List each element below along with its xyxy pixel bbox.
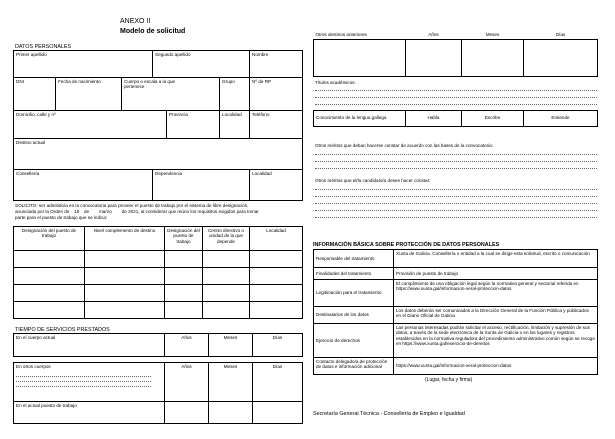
dependency-label: Dependencia bbox=[155, 171, 183, 176]
table-row bbox=[314, 280, 598, 307]
protection-label: Legitimación para el tratamiento bbox=[314, 280, 394, 307]
dependency-field[interactable] bbox=[153, 170, 250, 201]
protection-value: El cumplimiento de una obligación legal según la normativa general y sectorial referida en https://www.xunta.gal/informacion-xeral-proteccion-datos bbox=[394, 280, 598, 307]
protection-value: https://www.xunta.gal/informacion-xeral-proteccion-datos bbox=[394, 358, 598, 375]
table-row bbox=[314, 307, 598, 324]
table-row bbox=[314, 358, 598, 375]
service-days-3[interactable] bbox=[253, 402, 303, 424]
galician-speak[interactable]: Habla bbox=[406, 111, 462, 127]
request-line-1: SOLICITO: ser admitido/a en la convocatoria para proveer el puesto de trabajo por el sistema de libre designación, bbox=[15, 203, 249, 208]
positions-table bbox=[13, 226, 303, 319]
protection-value: Los datos deberán ser comunicados a la Dirección General de la Función Pública y publicados en el Diario Oficial de Galicia bbox=[394, 307, 598, 324]
address-field[interactable] bbox=[14, 111, 167, 139]
birth-date-field[interactable] bbox=[56, 78, 122, 111]
positions-header-locality: Localidad bbox=[250, 227, 303, 251]
table-row[interactable] bbox=[14, 285, 303, 302]
first-surname-field[interactable] bbox=[14, 51, 153, 78]
merits-other-label: Otros méritos que el/la candidato/a desee hacer constar: bbox=[315, 178, 431, 183]
locality-label: Localidad bbox=[222, 112, 242, 117]
department-field[interactable] bbox=[14, 170, 153, 201]
order-day: 18 bbox=[74, 209, 80, 214]
service-current-post[interactable] bbox=[14, 402, 165, 424]
protection-value: Provisión de puesto de trabajo bbox=[394, 268, 598, 280]
service-days-2[interactable]: Días bbox=[253, 363, 303, 402]
other-destinations-years[interactable] bbox=[406, 39, 462, 76]
other-destinations-table bbox=[313, 31, 598, 77]
protection-section-title: INFORMACIÓN BÁSICA SOBRE PROTECCIÓN DE DATOS PERSONALES bbox=[313, 242, 500, 248]
order-month: marzo bbox=[98, 209, 112, 214]
table-row[interactable] bbox=[14, 302, 303, 319]
personal-section-title: DATOS PERSONALES bbox=[15, 44, 72, 50]
address-label: Domicilio, calle y nº bbox=[16, 112, 56, 117]
protection-label: Finalidades del tratamiento bbox=[314, 268, 394, 280]
rp-label: Nº de RP bbox=[252, 79, 272, 84]
other-destinations-label: Otros destinos anteriores bbox=[315, 32, 367, 37]
birth-date-label: Fecha de nacimiento bbox=[58, 79, 101, 84]
table-row bbox=[314, 268, 598, 280]
locality2-field[interactable] bbox=[250, 170, 303, 201]
request-year-text: 2021, al considerar que reúno los requisitos exigidos para tomar bbox=[128, 209, 259, 214]
merits-required-label: Otros méritos que deban hacerse constar de acuerdo con las bases de la convocatoria: bbox=[315, 143, 493, 148]
service-months-1[interactable]: Meses bbox=[209, 334, 253, 357]
group-label: Grupo bbox=[222, 79, 235, 84]
service-years-1[interactable]: Años bbox=[165, 334, 209, 357]
request-de-1: de bbox=[83, 209, 90, 214]
body-field[interactable] bbox=[122, 78, 220, 111]
secretary-footer: Secretaría General Técnica - Consellería de Empleo e Igualdad bbox=[313, 411, 465, 417]
table-row bbox=[314, 250, 598, 268]
locality2-label: Localidad bbox=[252, 171, 272, 176]
data-protection-table bbox=[313, 249, 598, 375]
rp-field[interactable] bbox=[250, 78, 303, 111]
protection-value: Xunta de Galicia. Consellería o entidad a la cual se dirige esta solicitud, escrito o comunicación bbox=[394, 250, 598, 268]
positions-header-level: Nivel complemento de destino bbox=[85, 227, 165, 251]
galician-write[interactable]: Escribe bbox=[462, 111, 524, 127]
second-surname-label: Segundo apellido bbox=[155, 52, 191, 57]
department-label: Consellería bbox=[16, 171, 40, 176]
first-surname-label: Primer apellido bbox=[16, 52, 47, 57]
table-row[interactable] bbox=[14, 251, 303, 268]
service-years-3[interactable] bbox=[165, 402, 209, 424]
page-title: Modelo de solicitud bbox=[120, 28, 186, 35]
request-line-2 bbox=[15, 209, 259, 214]
current-destination-label: Destino actual bbox=[16, 140, 46, 145]
protection-label: Destinatarios de los datos bbox=[314, 307, 394, 324]
destinations-years-label: Años bbox=[428, 32, 439, 37]
galician-language-table bbox=[313, 110, 598, 127]
protection-value: Las personas interesadas podrán solicitar el acceso, rectificación, limitación y supresión de sus datos, a través de la sede electrónica de la Xunta de Galicia o en los lugares y registros establecidos en la normativa reguladora del procedimiento administrativo común según se recoge en https://www.xunta.gal/exercicio-de-dereitos bbox=[394, 324, 598, 358]
other-destinations-cell[interactable] bbox=[314, 39, 406, 76]
current-destination-field[interactable] bbox=[14, 139, 303, 170]
positions-header-designation-2: Designación del puesto de trabajo bbox=[165, 227, 203, 251]
destinations-days-label: Días bbox=[555, 32, 566, 37]
other-destinations-days[interactable] bbox=[524, 39, 598, 76]
service-years-2[interactable]: Años bbox=[165, 363, 209, 402]
annex-label: ANEXO II bbox=[120, 18, 151, 25]
positions-header-center: Centro directivo o unidad de la que depende bbox=[203, 227, 250, 251]
academic-titles-label: Títulos académicos: bbox=[315, 80, 356, 85]
positions-header-designation: Designación del puesto de trabajo bbox=[14, 227, 85, 251]
service-other-bodies-label: En otros cuerpos bbox=[16, 364, 51, 369]
dni-field[interactable] bbox=[14, 78, 56, 111]
table-row bbox=[314, 324, 598, 358]
destinations-months-label: Meses bbox=[485, 32, 500, 37]
request-line-3: parte para el puesto de trabajo que se indica: bbox=[15, 215, 108, 220]
second-surname-field[interactable] bbox=[153, 51, 250, 78]
service-other-bodies[interactable] bbox=[14, 363, 165, 402]
service-months-2[interactable]: Meses bbox=[209, 363, 253, 402]
table-row[interactable] bbox=[14, 268, 303, 285]
name-field[interactable] bbox=[250, 51, 303, 78]
personal-data-table bbox=[13, 50, 303, 201]
request-order-text: anunciada por la Orden de bbox=[15, 209, 70, 214]
phone-label: Teléfono bbox=[252, 112, 270, 117]
place-date-signature: (Lugar, fecha y firma) bbox=[425, 377, 473, 383]
locality-field[interactable] bbox=[220, 111, 250, 139]
province-label: Provincia bbox=[169, 112, 188, 117]
protection-label: Responsable del tratamiento bbox=[314, 250, 394, 268]
other-destinations-months[interactable] bbox=[462, 39, 524, 76]
group-field[interactable] bbox=[220, 78, 250, 111]
service-months-3[interactable] bbox=[209, 402, 253, 424]
phone-field[interactable] bbox=[250, 111, 303, 139]
galician-understand[interactable]: Entiende bbox=[524, 111, 598, 127]
service-current-body-table bbox=[13, 333, 303, 357]
service-current-body-label: En el cuerpo actual bbox=[16, 335, 56, 340]
service-current-post-label: En el actual puesto de trabajo bbox=[16, 403, 77, 408]
service-days-1[interactable]: Días bbox=[253, 334, 303, 357]
body-label: Cuerpo o escala a la que pertenece bbox=[124, 79, 176, 90]
name-label: Nombre bbox=[252, 52, 269, 57]
service-section-title: TIEMPO DE SERVICIOS PRESTADOS bbox=[15, 327, 110, 333]
service-current-body[interactable] bbox=[14, 334, 165, 357]
request-de-2: de bbox=[121, 209, 127, 214]
protection-label: Ejercicio de derechos bbox=[314, 324, 394, 358]
galician-label: Conocimiento de la lengua gallega bbox=[314, 111, 406, 127]
protection-label: Contacto delegado/a de protección de datos e información adicional bbox=[314, 358, 394, 375]
province-field[interactable] bbox=[167, 111, 220, 139]
dni-label: DNI bbox=[16, 79, 24, 84]
service-other-bodies-table bbox=[13, 362, 303, 424]
